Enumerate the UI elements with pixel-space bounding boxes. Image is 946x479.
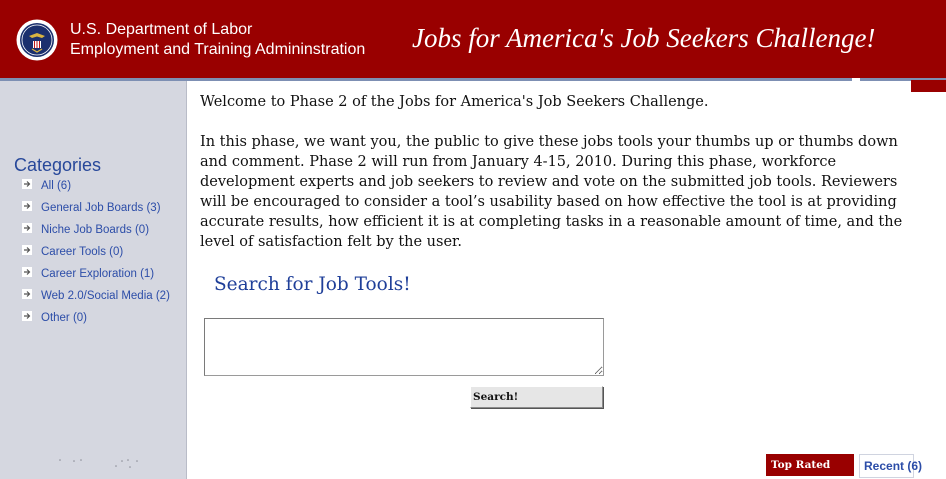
search-button[interactable]: Search! [470,386,603,408]
header-divider-gap [852,78,860,81]
tab-recent[interactable]: Recent (6) [859,454,914,478]
category-label[interactable]: Career Tools (0) [41,246,124,258]
search-heading: Search for Job Tools! [214,274,411,295]
arrow-bullet-icon [22,223,32,233]
arrow-bullet-icon [22,289,32,299]
welcome-text: Welcome to Phase 2 of the Jobs for America's Job Seekers Challenge. [200,94,709,110]
header-banner [0,0,946,80]
category-label[interactable]: Career Exploration (1) [41,268,155,280]
main-content [200,92,930,252]
phase-description: In this phase, we want you, the public to give these jobs tools your thumbs up or thumbs down and comment. Phase 2 will run from January 4-15, 2010. During this phase, workforce development experts and job seekers to review and vote on the submitted job tools. Reviewers will be encouraged to consider a tool’s usability based on how effective the tool is at providing accurate results, how efficient it is at completing tasks in a reasonable amount of time, and the level of satisfaction felt by the user. [200,134,903,250]
arrow-bullet-icon [22,245,32,255]
tab-top-rated[interactable]: Top Rated [766,454,854,476]
category-label[interactable]: Web 2.0/Social Media (2) [41,290,170,302]
categories-heading: Categories [14,155,102,175]
sidebar [0,81,187,479]
decorative-dots [56,457,166,471]
agency-name [70,20,365,60]
category-label[interactable]: All (6) [41,180,72,192]
agency-line-2: Employment and Training Admininstration [70,41,366,58]
search-input[interactable] [204,318,604,376]
category-item-career-exploration[interactable] [22,266,182,282]
category-item-niche-job-boards[interactable] [22,222,182,238]
category-item-all[interactable] [22,178,182,194]
category-label[interactable]: Niche Job Boards (0) [41,224,150,236]
dol-seal-icon [16,19,58,61]
arrow-bullet-icon [22,179,32,189]
agency-line-1: U.S. Department of Labor [70,21,253,38]
category-item-web-social-media[interactable] [22,288,182,304]
header-edge-strip [911,80,946,92]
category-label[interactable]: General Job Boards (3) [41,202,161,214]
category-item-other[interactable] [22,310,182,326]
arrow-bullet-icon [22,311,32,321]
category-item-general-job-boards[interactable] [22,200,182,216]
category-list [22,178,182,332]
category-label[interactable]: Other (0) [41,312,88,324]
category-item-career-tools[interactable] [22,244,182,260]
arrow-bullet-icon [22,267,32,277]
arrow-bullet-icon [22,201,32,211]
challenge-title: Jobs for America's Job Seekers Challenge! [412,23,876,53]
